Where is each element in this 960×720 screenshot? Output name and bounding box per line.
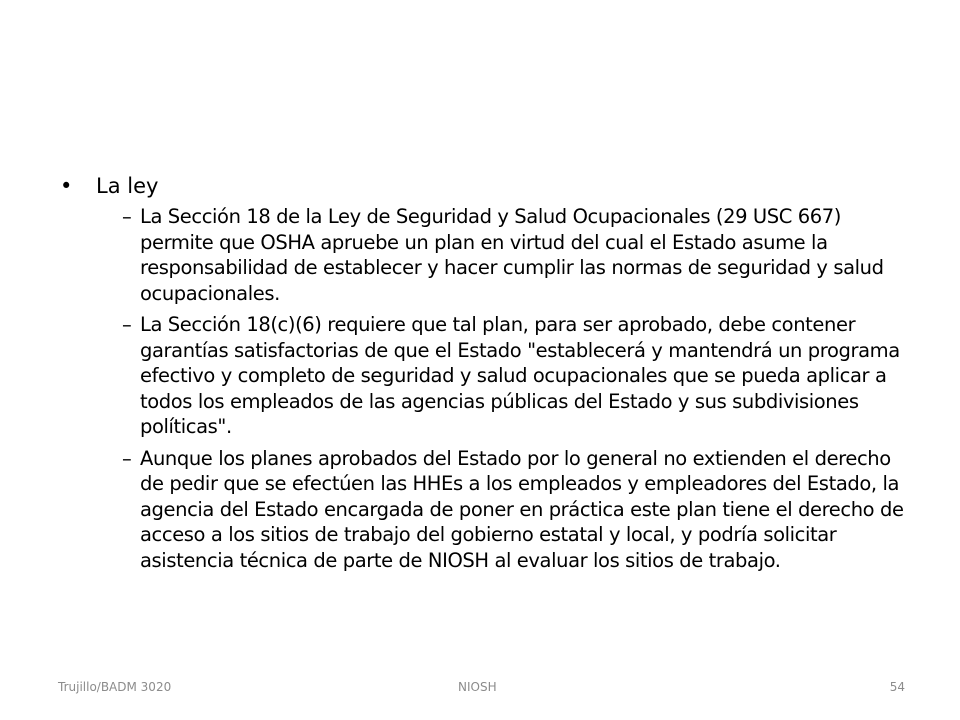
bullet-text: La ley	[96, 174, 159, 198]
bullet-item	[60, 172, 910, 200]
dash-icon: –	[122, 446, 132, 470]
sub-bullet-item	[60, 204, 910, 306]
dash-icon: –	[122, 313, 132, 336]
slide-body	[60, 172, 910, 579]
sub-bullet-text: Aunque los planes aprobados del Estado por lo general no extienden el derecho de pedir que se efectúen las HHEs a los empleados y empleadores del Estado, la agencia del Estado encargada de poner en práctica este plan tiene el derecho de acceso a los sitios de trabajo del gobierno estatal y local, y podría solicitar asistencia técnica de parte de NIOSH al evaluar los sitios de trabajo.	[140, 446, 904, 572]
sub-bullet-list	[60, 204, 910, 573]
footer-center-text: NIOSH	[458, 680, 497, 694]
sub-bullet-text: La Sección 18(c)(6) requiere que tal plan, para ser aprobado, debe contener garantías satisfactorias de que el Estado "establecerá y mantendrá un programa efectivo y completo de seguridad y salud ocupacionales que se pueda aplicar a todos los empleados de las agencias públicas del Estado y sus subdivisiones políticas".	[140, 313, 900, 438]
sub-bullet-text: La Sección 18 de la Ley de Seguridad y Salud Ocupacionales (29 USC 667) permite que OSHA apruebe un plan en virtud del cual el Estado asume la responsabilidad de establecer y hacer cumplir las normas de seguridad y salud ocupacionales.	[140, 205, 884, 305]
sub-bullet-item	[60, 312, 910, 440]
footer-left-text: Trujillo/BADM 3020	[58, 680, 172, 694]
page-number: 54	[889, 680, 905, 694]
sub-bullet-item	[60, 446, 910, 574]
bullet-icon: •	[60, 174, 73, 198]
dash-icon: –	[122, 205, 132, 228]
